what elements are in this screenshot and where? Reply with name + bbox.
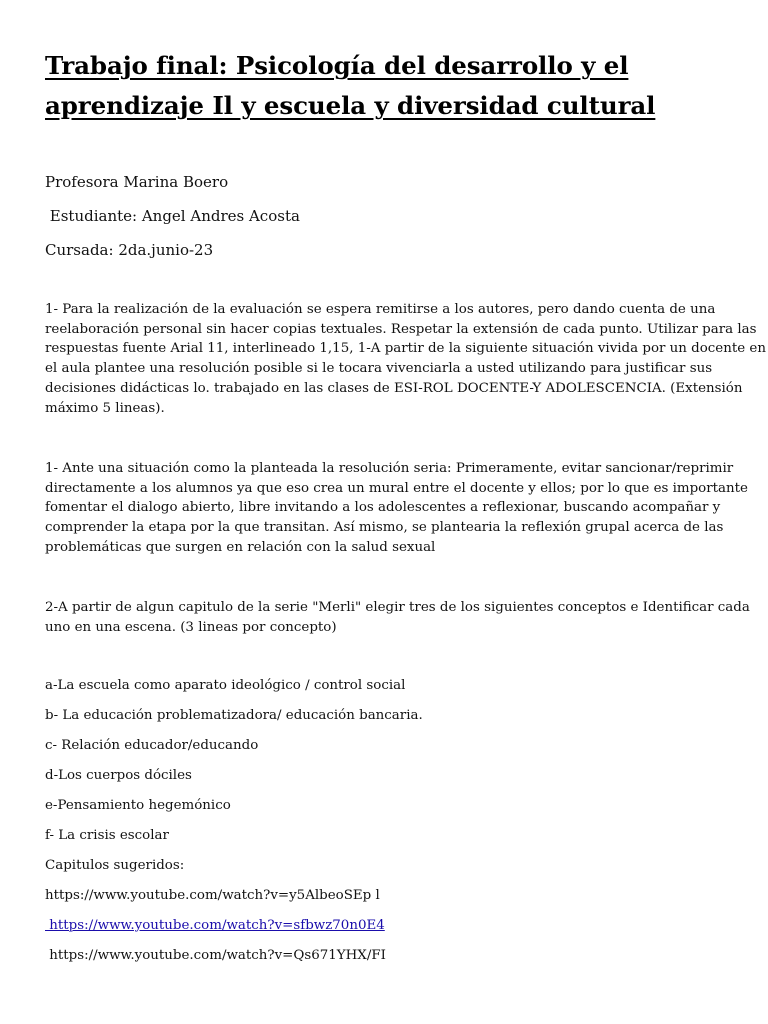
concept-item-f: f- La crisis escolar bbox=[45, 828, 169, 843]
course-date: Cursada: 2da.junio-23 bbox=[45, 241, 214, 259]
chapter-link-2[interactable] bbox=[45, 917, 385, 935]
chapter-link-1: https://www.youtube.com/watch?v=y5AlbeoSEp l bbox=[45, 888, 380, 903]
teacher-name: Profesora Marina Boero bbox=[45, 173, 229, 191]
answer-1-line: directamente a los alumnos ya que eso crea un mural entre el docente y ellos; por lo que es importante bbox=[45, 480, 748, 496]
instructions-paragraph bbox=[45, 300, 766, 418]
concept-item-d: d-Los cuerpos dóciles bbox=[45, 768, 192, 783]
instructions-line: decisiones didácticas lo. trabajado en las clases de ESI-ROL DOCENTE-Y ADOLESCENCIA. (Extensión bbox=[45, 380, 743, 396]
answer-1-line: comprender la etapa por la que transitan. Así mismo, se plantearia la reflexión grupal acerca de las bbox=[45, 520, 724, 536]
title-line-1: Trabajo final: Psicología del desarrollo y el bbox=[45, 51, 629, 80]
suggested-chapters-label: Capitulos sugeridos: bbox=[45, 858, 185, 873]
instructions-line: 1- Para la realización de la evaluación se espera remitirse a los autores, pero dando cuenta de una bbox=[45, 302, 716, 317]
instructions-line: el aula plantee una resolución posible si le tocara vivenciarla a usted utilizando para justificar sus bbox=[45, 361, 713, 377]
answer-1-paragraph bbox=[45, 459, 748, 558]
question-2-paragraph bbox=[45, 598, 750, 637]
instructions-line: respuestas fuente Arial 11, interlineado 1,15, 1-A partir de la siguiente situación vivida por un docente en bbox=[45, 341, 766, 357]
concept-item-a: a-La escuela como aparato ideológico / control social bbox=[45, 678, 406, 693]
instructions-line: máximo 5 lineas). bbox=[45, 400, 165, 416]
chapter-link-2-anchor[interactable]: https://www.youtube.com/watch?v=sfbwz70n0E4 bbox=[45, 918, 385, 933]
answer-1-line: fomentar el dialogo abierto, libre invitando a los adolescentes a reflexionar, buscando acompañar y bbox=[45, 500, 721, 516]
answer-1-line: problemáticas que surgen en relación con la salud sexual bbox=[45, 539, 436, 555]
instructions-line: reelaboración personal sin hacer copias textuales. Respetar la extensión de cada punto. Utilizar para las bbox=[45, 321, 757, 337]
title-line-2: aprendizaje Il y escuela y diversidad cultural bbox=[45, 91, 656, 120]
student-name: Estudiante: Angel Andres Acosta bbox=[45, 207, 300, 225]
chapter-link-3: https://www.youtube.com/watch?v=Qs671YHX/FI bbox=[45, 948, 386, 963]
concept-item-b: b- La educación problematizadora/ educación bancaria. bbox=[45, 708, 423, 723]
concept-item-e: e-Pensamiento hegemónico bbox=[45, 798, 231, 813]
question-2-line: uno en una escena. (3 lineas por concepto) bbox=[45, 619, 337, 635]
concept-item-c: c- Relación educador/educando bbox=[45, 738, 259, 753]
answer-1-line: 1- Ante una situación como la planteada la resolución seria: Primeramente, evitar sancionar/reprimir bbox=[45, 461, 734, 476]
document-title bbox=[45, 46, 725, 126]
question-2-line: 2-A partir de algun capitulo de la serie "Merli" elegir tres de los siguientes conceptos e Identificar cada bbox=[45, 600, 750, 615]
